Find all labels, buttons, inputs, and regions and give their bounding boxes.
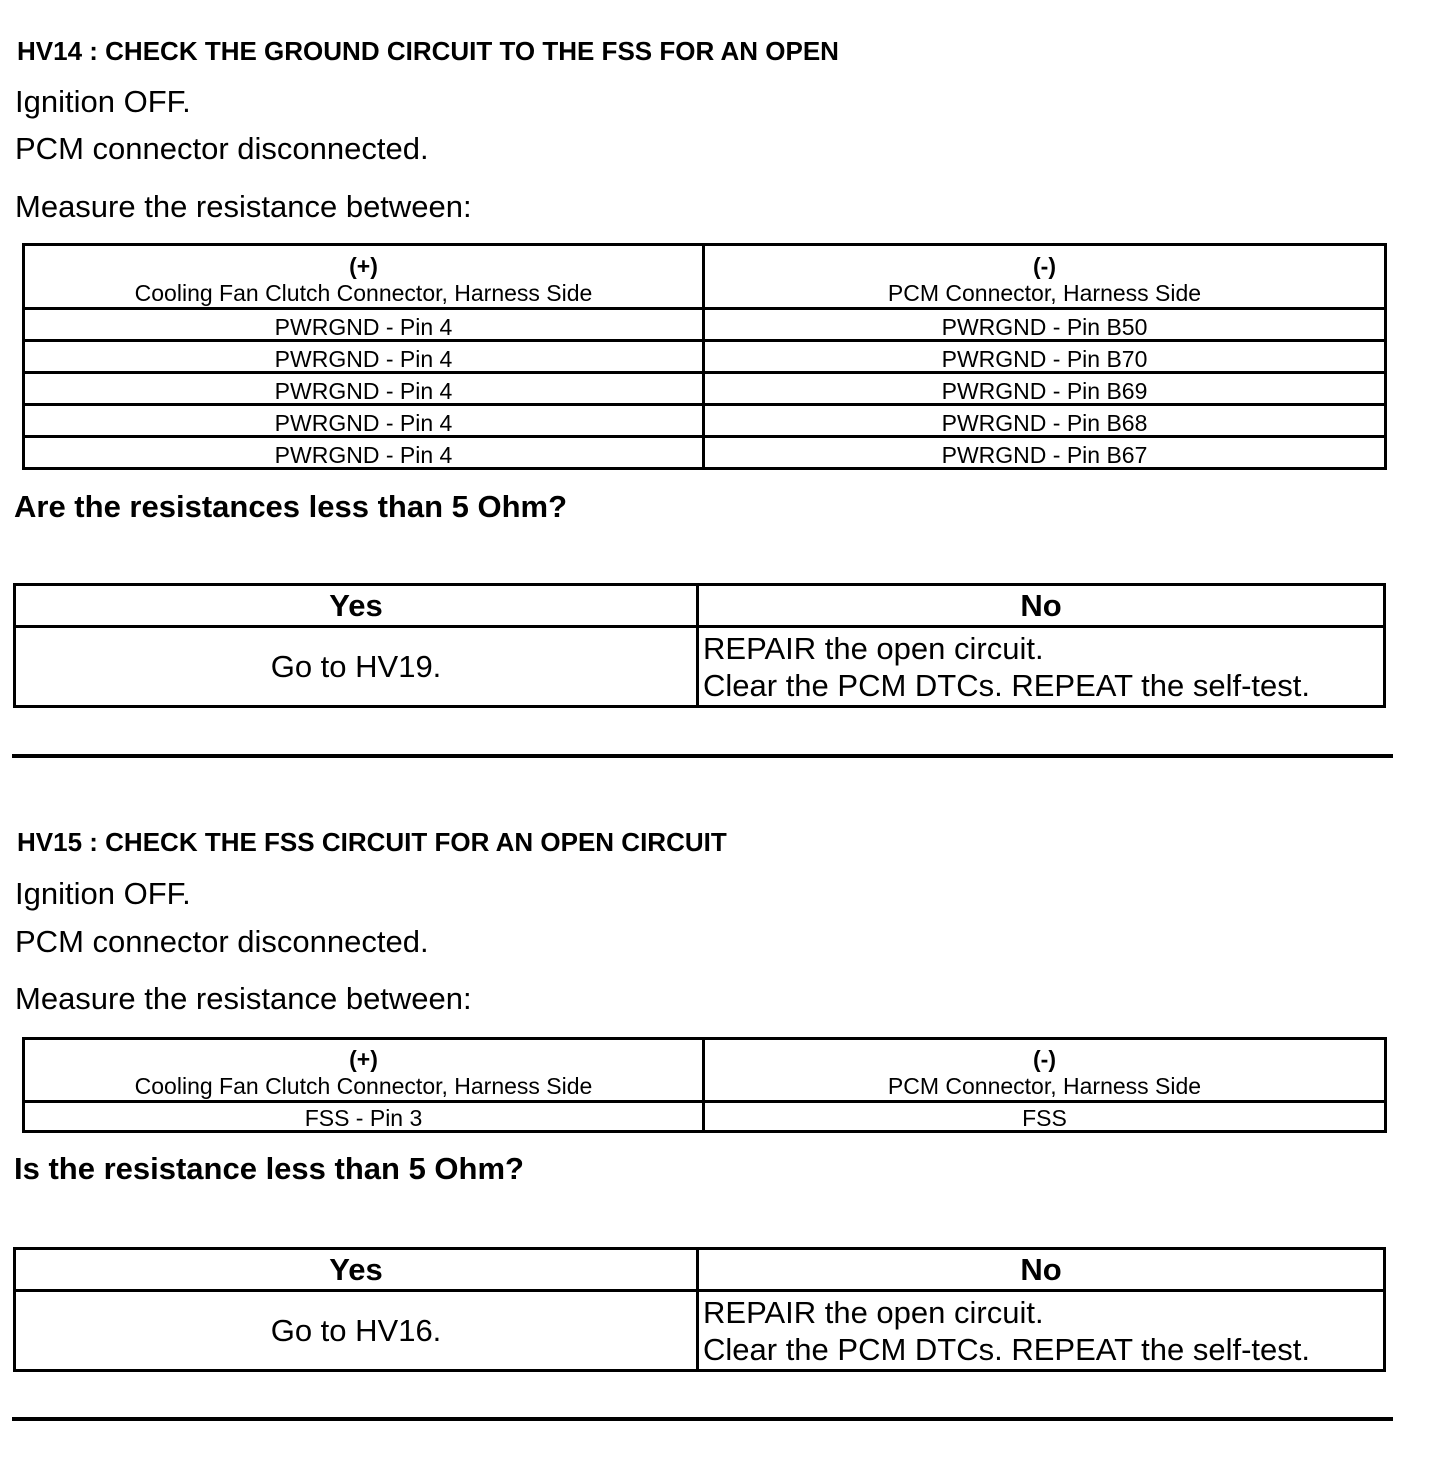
table-row (24, 373, 1386, 405)
table-row (24, 341, 1386, 373)
minus-sign: (-) (1033, 1046, 1056, 1072)
plus-sign: (+) (349, 253, 378, 279)
plus-cell: FSS - Pin 3 (24, 1102, 704, 1132)
decision-table-hv14 (13, 583, 1386, 708)
minus-cell: PWRGND - Pin B70 (704, 341, 1386, 373)
minus-cell: PWRGND - Pin B68 (704, 405, 1386, 437)
plus-cell: PWRGND - Pin 4 (24, 341, 704, 373)
minus-header-label: PCM Connector, Harness Side (887, 280, 1202, 306)
plus-cell: PWRGND - Pin 4 (24, 437, 704, 469)
table-header-row (24, 245, 1386, 309)
plus-header (24, 245, 704, 309)
no-action (698, 1291, 1385, 1371)
plus-sign: (+) (349, 1046, 378, 1072)
minus-cell: PWRGND - Pin B69 (704, 373, 1386, 405)
table-row (24, 405, 1386, 437)
yes-action: Go to HV16. (15, 1291, 698, 1371)
question-hv14: Are the resistances less than 5 Ohm? (14, 489, 568, 524)
step-pcm-disconnected: PCM connector disconnected. (15, 131, 429, 166)
step-pcm-disconnected: PCM connector disconnected. (15, 924, 429, 959)
table-row (24, 437, 1386, 469)
measurement-table-hv14 (22, 243, 1387, 470)
no-header: No (698, 585, 1385, 627)
section-divider (12, 1417, 1393, 1421)
plus-cell: PWRGND - Pin 4 (24, 373, 704, 405)
minus-cell: PWRGND - Pin B50 (704, 309, 1386, 341)
plus-cell: PWRGND - Pin 4 (24, 405, 704, 437)
yes-action: Go to HV19. (15, 627, 698, 707)
step-measure-resistance: Measure the resistance between: (15, 981, 472, 1016)
yes-header: Yes (15, 585, 698, 627)
minus-header (704, 245, 1386, 309)
no-action-line: Clear the PCM DTCs. REPEAT the self-test. (703, 667, 1310, 703)
no-action (698, 627, 1385, 707)
section-title-hv14: HV14 : CHECK THE GROUND CIRCUIT TO THE FSS FOR AN OPEN (17, 36, 839, 66)
section-divider (12, 754, 1393, 758)
no-header: No (698, 1249, 1385, 1291)
step-ignition-off: Ignition OFF. (15, 84, 191, 119)
step-ignition-off: Ignition OFF. (15, 876, 191, 911)
plus-header (24, 1039, 704, 1102)
decision-table-hv15 (13, 1247, 1386, 1372)
question-hv15: Is the resistance less than 5 Ohm? (14, 1151, 524, 1186)
no-action-line: REPAIR the open circuit. (703, 630, 1044, 666)
plus-header-label: Cooling Fan Clutch Connector, Harness Side (134, 280, 593, 306)
minus-header (704, 1039, 1386, 1102)
yes-header: Yes (15, 1249, 698, 1291)
minus-cell: PWRGND - Pin B67 (704, 437, 1386, 469)
section-title-hv15: HV15 : CHECK THE FSS CIRCUIT FOR AN OPEN CIRCUIT (17, 827, 727, 857)
table-header-row (24, 1039, 1386, 1102)
table-row (24, 309, 1386, 341)
plus-header-label: Cooling Fan Clutch Connector, Harness Side (134, 1073, 593, 1099)
step-measure-resistance: Measure the resistance between: (15, 189, 472, 224)
plus-cell: PWRGND - Pin 4 (24, 309, 704, 341)
no-action-line: REPAIR the open circuit. (703, 1294, 1044, 1330)
minus-sign: (-) (1033, 253, 1056, 279)
minus-header-label: PCM Connector, Harness Side (887, 1073, 1202, 1099)
minus-cell: FSS (704, 1102, 1386, 1132)
measurement-table-hv15 (22, 1037, 1387, 1133)
no-action-line: Clear the PCM DTCs. REPEAT the self-test. (703, 1331, 1310, 1367)
table-row (24, 1102, 1386, 1132)
